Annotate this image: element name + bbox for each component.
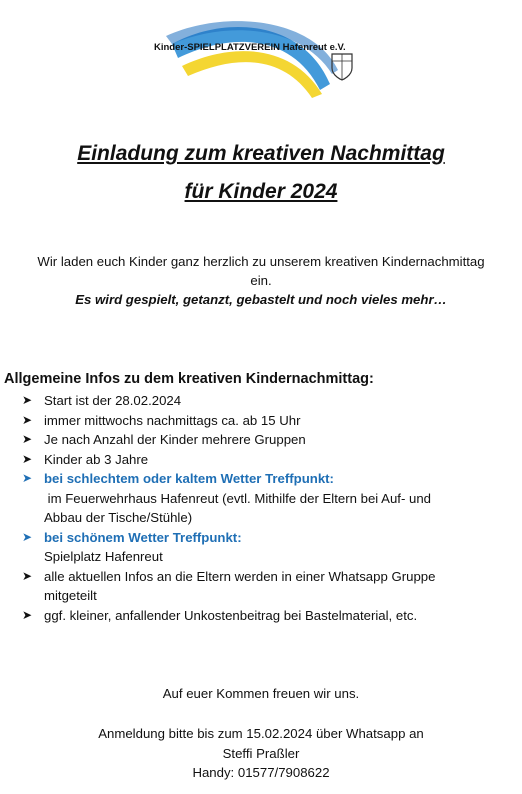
registration-line: Anmeldung bitte bis zum 15.02.2024 über Whatsapp an — [98, 726, 424, 741]
bad-weather-location: im Feuerwehrhaus Hafenreut (evtl. Mithilfe der Eltern bei Auf- und — [44, 490, 432, 506]
list-item-bad-weather: ➤ bei schlechtem oder kaltem Wetter Treffpunkt: — [22, 469, 518, 489]
club-logo — [152, 14, 374, 106]
info-list — [22, 391, 518, 625]
list-item: ➤ ggf. kleiner, anfallender Unkostenbeitrag bei Bastelmaterial, etc. — [22, 606, 518, 626]
list-item-good-weather: ➤ bei schönem Wetter Treffpunkt: — [22, 528, 518, 548]
whatsapp-note: mitgeteilt — [44, 588, 97, 603]
list-item: ➤ immer mittwochs nachmittags ca. ab 15 Uhr — [22, 411, 518, 431]
arrow-bullet-icon: ➤ — [22, 393, 33, 407]
intro-line: ein. — [250, 273, 272, 288]
arrow-bullet-icon: ➤ — [22, 529, 33, 544]
contact-phone: Handy: 01577/7908622 — [192, 765, 330, 780]
intro-text — [10, 252, 512, 309]
page-title: Einladung zum kreativen Nachmittag — [77, 142, 445, 165]
contact-name: Steffi Praßler — [222, 745, 300, 761]
section-heading: Allgemeine Infos zu dem kreativen Kindernachmittag: — [4, 371, 374, 387]
arrow-bullet-icon: ➤ — [22, 451, 33, 466]
svg-text:Kinder-SPIELPLATZVEREIN Hafenr: Kinder-SPIELPLATZVEREIN Hafenreut e.V. — [154, 42, 346, 53]
list-item: ➤ Kinder ab 3 Jahre — [22, 450, 518, 470]
good-weather-location: Spielplatz Hafenreut — [44, 549, 163, 564]
arrow-bullet-icon: ➤ — [22, 607, 33, 622]
list-item: ➤ alle aktuellen Infos an die Eltern werden in einer Whatsapp Gruppe — [22, 567, 518, 587]
intro-emphasis: Es wird gespielt, getanzt, gebastelt und noch vieles mehr… — [75, 292, 447, 307]
arrow-bullet-icon: ➤ — [22, 432, 33, 446]
arrow-bullet-icon: ➤ — [22, 568, 33, 583]
closing-greeting: Auf euer Kommen freuen wir uns. — [162, 686, 360, 701]
intro-line: Wir laden euch Kinder ganz herzlich zu unserem kreativen Kindernachmittag — [37, 254, 485, 269]
bad-weather-note: Abbau der Tische/Stühle) — [44, 510, 193, 525]
arrow-bullet-icon: ➤ — [22, 471, 33, 485]
registration-info — [0, 724, 522, 783]
arrow-bullet-icon: ➤ — [22, 412, 33, 427]
list-item: ➤ Je nach Anzahl der Kinder mehrere Gruppen — [22, 430, 518, 450]
page-subtitle: für Kinder 2024 — [184, 180, 338, 203]
list-item: ➤ Start ist der 28.02.2024 — [22, 391, 518, 411]
rainbow-swoosh-icon — [152, 14, 374, 106]
